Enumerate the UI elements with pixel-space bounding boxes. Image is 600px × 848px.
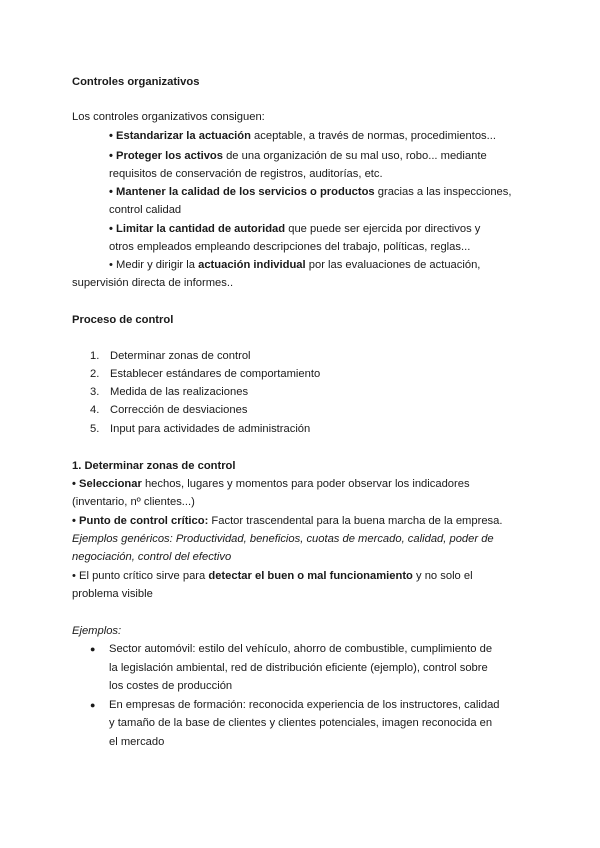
step-1-text: Determinar zonas de control [110,350,251,362]
objective-1-rest: aceptable, a través de normas, procedimientos... [250,130,496,142]
objective-3-line2: control calidad [109,204,182,216]
section1-p2-rest: Factor trascendental para la buena marcha de la empresa. [208,515,503,527]
objective-2-rest: de una organización de su mal uso, robo... mediante [222,150,487,162]
step-3-text: Medida de las realizaciones [110,386,249,398]
objective-2 [109,148,487,164]
section1-p3 [72,568,473,584]
bullet-icon: ● [90,644,96,654]
section1-p3-pre: • El punto crítico sirve para [72,570,209,582]
example-1-line3: los costes de producción [109,680,233,692]
objective-1 [109,128,496,144]
objective-4 [109,221,480,237]
objective-3-rest: gracias a las inspecciones, [374,186,512,198]
step-1 [90,348,251,364]
section1-p2-bold: • Punto de control crítico: [72,515,209,527]
step-4-number: 4. [90,404,100,416]
objective-4-rest: que puede ser ejercida por directivos y [285,223,481,235]
section1-p3-line2: problema visible [72,588,153,600]
step-3 [90,384,248,400]
step-2-text: Establecer estándares de comportamiento [110,368,321,380]
objective-3 [109,184,511,200]
objective-5 [109,257,480,273]
objective-4-bold: • Limitar la cantidad de autoridad [109,223,286,235]
step-5-text: Input para actividades de administración [110,423,311,435]
example-1-line1: Sector automóvil: estilo del vehículo, ahorro de combustible, cumplimiento de [109,643,493,655]
example-2-line1: En empresas de formación: reconocida experiencia de los instructores, calidad [109,699,500,711]
section1-p1-line2: (inventario, nº clientes...) [72,496,195,508]
objective-3-bold: • Mantener la calidad de los servicios o productos [109,186,375,198]
step-1-number: 1. [90,350,100,362]
section1-p1-rest: hechos, lugares y momentos para poder observar los indicadores [141,478,470,490]
examples-label: Ejemplos: [72,625,122,637]
example-1-line2: la legislación ambiental, red de distribución eficiente (ejemplo), control sobre [109,662,488,674]
section1-p3-bold: detectar el buen o mal funcionamiento [208,570,413,582]
objective-4-line2: otros empleados empleando descripciones del trabajo, políticas, reglas... [109,241,471,253]
section1-p3-rest: y no solo el [412,570,473,582]
step-2 [90,366,320,382]
step-2-number: 2. [90,368,100,380]
step-3-number: 3. [90,386,100,398]
section1-p2-examples-2: negociación, control del efectivo [72,551,232,563]
step-5-number: 5. [90,423,100,435]
section1-p2 [72,513,502,529]
step-5 [90,421,310,437]
section1-p1-bold: • Seleccionar [72,478,142,490]
bullet-icon: ● [90,700,96,710]
objective-2-line2: requisitos de conservación de registros, auditorías, etc. [109,168,383,180]
objective-5-bold: actuación individual [198,259,306,271]
section1-p1 [72,476,470,492]
section1-title: 1. Determinar zonas de control [72,460,236,472]
intro-text: Los controles organizativos consiguen: [72,111,265,123]
objective-5-pre: • Medir y dirigir la [109,259,199,271]
step-4-text: Corrección de desviaciones [110,404,248,416]
doc-title: Controles organizativos [72,76,200,88]
process-title: Proceso de control [72,314,174,326]
objective-5-rest: por las evaluaciones de actuación, [305,259,481,271]
objective-1-bold: • Estandarizar la actuación [109,130,251,142]
objective-2-bold: • Proteger los activos [109,150,223,162]
objective-5-line2: supervisión directa de informes.. [72,277,234,289]
example-2-line2: y tamaño de la base de clientes y clientes potenciales, imagen reconocida en [109,717,493,729]
section1-p2-examples-1: Ejemplos genéricos: Productividad, beneficios, cuotas de mercado, calidad, poder de [72,533,494,545]
step-4 [90,402,247,418]
example-2-line3: el mercado [109,736,165,748]
